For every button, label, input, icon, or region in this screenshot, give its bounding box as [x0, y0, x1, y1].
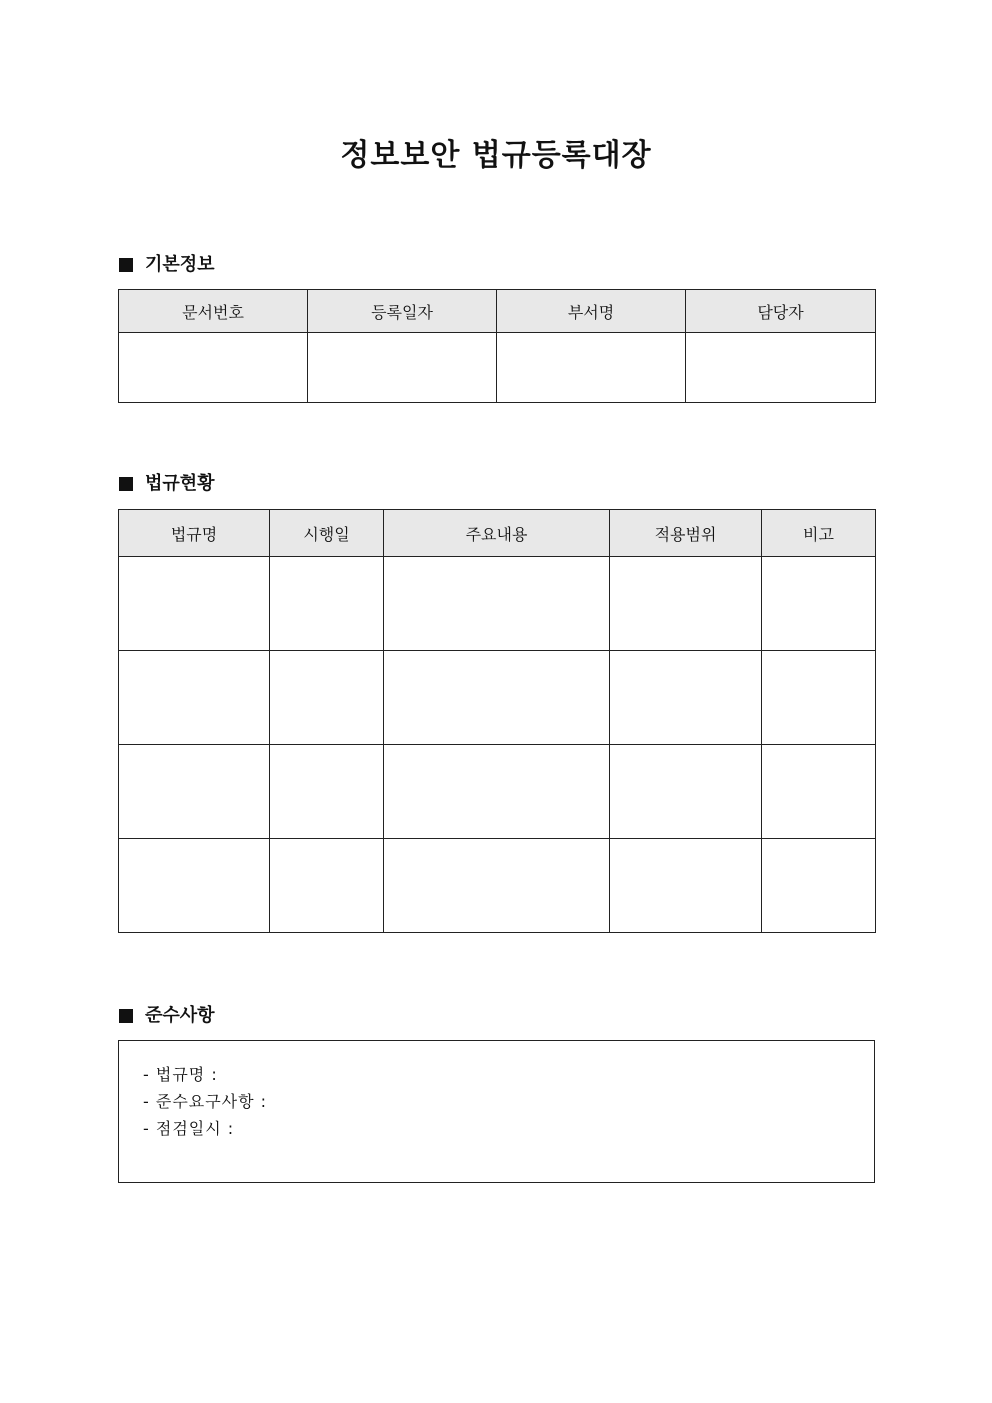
main-content-cell[interactable]	[384, 745, 610, 839]
section-heading-law-status	[119, 472, 215, 496]
remarks-cell[interactable]	[762, 745, 876, 839]
list-item: - 법규명 :	[143, 1065, 218, 1084]
column-header-remarks: 비고	[762, 510, 876, 557]
column-header-doc-number: 문서번호	[119, 290, 308, 333]
column-header-scope: 적용범위	[610, 510, 762, 557]
table-row	[119, 651, 876, 745]
main-content-cell[interactable]	[384, 557, 610, 651]
law-name-cell[interactable]	[119, 745, 270, 839]
column-header-manager: 담당자	[686, 290, 876, 333]
scope-cell[interactable]	[610, 839, 762, 933]
column-header-law-name: 법규명	[119, 510, 270, 557]
table-header-row	[119, 510, 876, 557]
remarks-cell[interactable]	[762, 557, 876, 651]
table-header-row	[119, 290, 876, 333]
law-name-cell[interactable]	[119, 839, 270, 933]
main-content-cell[interactable]	[384, 651, 610, 745]
table-row	[119, 839, 876, 933]
list-item: - 점검일시 :	[143, 1119, 235, 1138]
effective-date-cell[interactable]	[270, 557, 384, 651]
section-heading-compliance	[119, 1004, 215, 1028]
law-status-table	[118, 509, 876, 933]
effective-date-cell[interactable]	[270, 839, 384, 933]
department-cell[interactable]	[497, 333, 686, 403]
table-row	[119, 333, 876, 403]
law-name-cell[interactable]	[119, 557, 270, 651]
square-bullet-icon	[119, 258, 133, 272]
list-item: - 준수요구사항 :	[143, 1092, 268, 1111]
table-row	[119, 745, 876, 839]
page-title: 정보보안 법규등록대장	[340, 138, 652, 173]
compliance-box[interactable]	[118, 1040, 875, 1183]
section-heading-label: 기본정보	[145, 254, 215, 275]
remarks-cell[interactable]	[762, 651, 876, 745]
column-header-register-date: 등록일자	[308, 290, 497, 333]
square-bullet-icon	[119, 477, 133, 491]
section-heading-basic-info	[119, 253, 215, 277]
manager-cell[interactable]	[686, 333, 876, 403]
square-bullet-icon	[119, 1009, 133, 1023]
scope-cell[interactable]	[610, 651, 762, 745]
effective-date-cell[interactable]	[270, 651, 384, 745]
section-heading-label: 법규현황	[145, 473, 215, 494]
scope-cell[interactable]	[610, 557, 762, 651]
column-header-department: 부서명	[497, 290, 686, 333]
column-header-effective-date: 시행일	[270, 510, 384, 557]
main-content-cell[interactable]	[384, 839, 610, 933]
scope-cell[interactable]	[610, 745, 762, 839]
law-name-cell[interactable]	[119, 651, 270, 745]
effective-date-cell[interactable]	[270, 745, 384, 839]
section-heading-label: 준수사항	[145, 1005, 215, 1026]
basic-info-table	[118, 289, 876, 403]
remarks-cell[interactable]	[762, 839, 876, 933]
doc-number-cell[interactable]	[119, 333, 308, 403]
table-row	[119, 557, 876, 651]
compliance-list	[119, 1041, 874, 1142]
register-date-cell[interactable]	[308, 333, 497, 403]
column-header-main-content: 주요내용	[384, 510, 610, 557]
